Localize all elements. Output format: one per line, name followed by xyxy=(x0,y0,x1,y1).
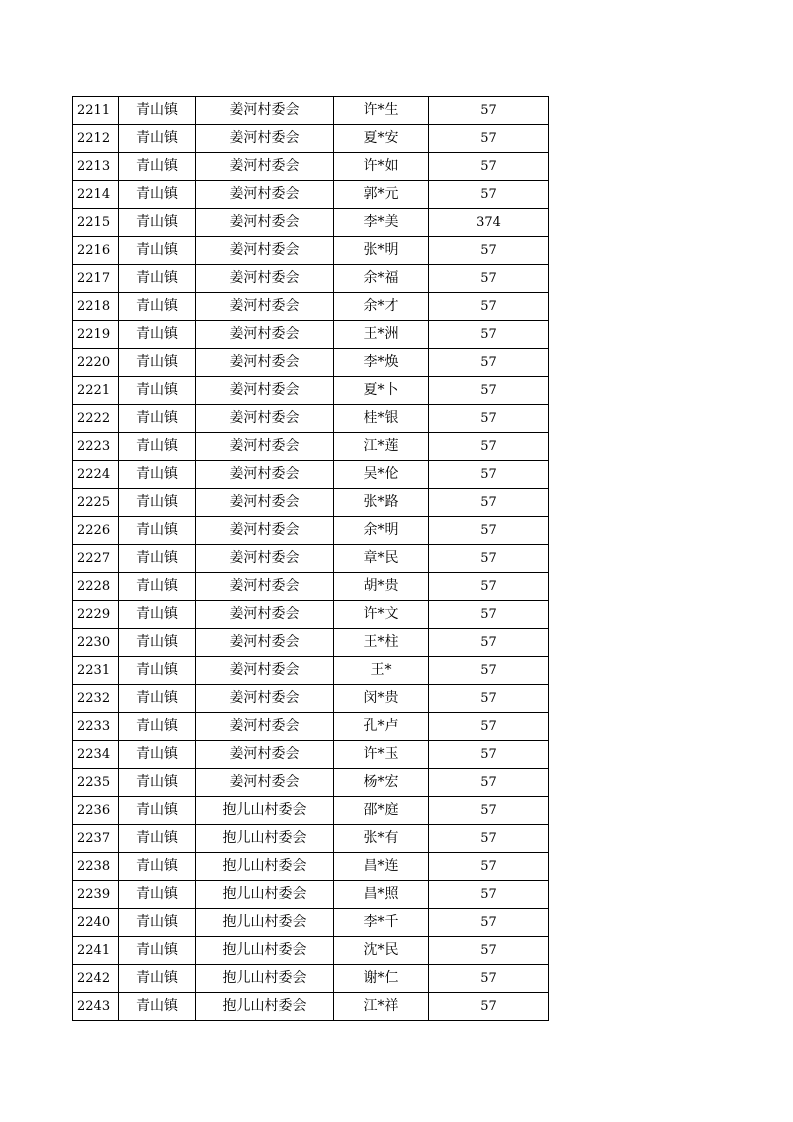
table-row xyxy=(73,517,549,545)
amount-cell: 57 xyxy=(429,965,549,993)
amount-cell: 57 xyxy=(429,237,549,265)
town-cell: 青山镇 xyxy=(119,489,196,517)
person-name-cell: 闵*贵 xyxy=(334,685,429,713)
row-number-cell: 2217 xyxy=(73,265,119,293)
amount-cell: 57 xyxy=(429,825,549,853)
row-number-cell: 2235 xyxy=(73,769,119,797)
row-number-cell: 2228 xyxy=(73,573,119,601)
village-cell: 姜河村委会 xyxy=(196,461,334,489)
amount-cell: 57 xyxy=(429,349,549,377)
table-row xyxy=(73,433,549,461)
village-cell: 姜河村委会 xyxy=(196,321,334,349)
table-row xyxy=(73,405,549,433)
table-row xyxy=(73,993,549,1021)
town-cell: 青山镇 xyxy=(119,993,196,1021)
town-cell: 青山镇 xyxy=(119,349,196,377)
village-cell: 姜河村委会 xyxy=(196,209,334,237)
amount-cell: 57 xyxy=(429,573,549,601)
table-row xyxy=(73,265,549,293)
town-cell: 青山镇 xyxy=(119,209,196,237)
person-name-cell: 夏*安 xyxy=(334,125,429,153)
table-row xyxy=(73,769,549,797)
person-name-cell: 郭*元 xyxy=(334,181,429,209)
person-name-cell: 谢*仁 xyxy=(334,965,429,993)
person-name-cell: 昌*连 xyxy=(334,853,429,881)
amount-cell: 57 xyxy=(429,433,549,461)
table-row xyxy=(73,153,549,181)
table-row xyxy=(73,209,549,237)
town-cell: 青山镇 xyxy=(119,545,196,573)
person-name-cell: 沈*民 xyxy=(334,937,429,965)
row-number-cell: 2241 xyxy=(73,937,119,965)
person-name-cell: 余*福 xyxy=(334,265,429,293)
person-name-cell: 张*路 xyxy=(334,489,429,517)
village-cell: 姜河村委会 xyxy=(196,237,334,265)
village-cell: 姜河村委会 xyxy=(196,405,334,433)
table-row xyxy=(73,237,549,265)
row-number-cell: 2214 xyxy=(73,181,119,209)
village-cell: 抱儿山村委会 xyxy=(196,881,334,909)
table-row xyxy=(73,321,549,349)
row-number-cell: 2219 xyxy=(73,321,119,349)
table-row xyxy=(73,741,549,769)
village-cell: 姜河村委会 xyxy=(196,685,334,713)
town-cell: 青山镇 xyxy=(119,797,196,825)
person-name-cell: 许*生 xyxy=(334,97,429,125)
person-name-cell: 王* xyxy=(334,657,429,685)
table-row xyxy=(73,181,549,209)
town-cell: 青山镇 xyxy=(119,125,196,153)
amount-cell: 57 xyxy=(429,265,549,293)
village-cell: 抱儿山村委会 xyxy=(196,965,334,993)
amount-cell: 57 xyxy=(429,545,549,573)
row-number-cell: 2211 xyxy=(73,97,119,125)
village-cell: 抱儿山村委会 xyxy=(196,825,334,853)
village-cell: 抱儿山村委会 xyxy=(196,797,334,825)
amount-cell: 57 xyxy=(429,853,549,881)
table-row xyxy=(73,881,549,909)
person-name-cell: 江*祥 xyxy=(334,993,429,1021)
town-cell: 青山镇 xyxy=(119,769,196,797)
town-cell: 青山镇 xyxy=(119,629,196,657)
row-number-cell: 2212 xyxy=(73,125,119,153)
person-name-cell: 张*有 xyxy=(334,825,429,853)
town-cell: 青山镇 xyxy=(119,853,196,881)
person-name-cell: 李*焕 xyxy=(334,349,429,377)
amount-cell: 57 xyxy=(429,321,549,349)
table-body xyxy=(73,97,549,1021)
town-cell: 青山镇 xyxy=(119,293,196,321)
amount-cell: 57 xyxy=(429,601,549,629)
table-row xyxy=(73,573,549,601)
amount-cell: 57 xyxy=(429,713,549,741)
town-cell: 青山镇 xyxy=(119,461,196,489)
amount-cell: 57 xyxy=(429,181,549,209)
village-cell: 姜河村委会 xyxy=(196,713,334,741)
amount-cell: 57 xyxy=(429,489,549,517)
amount-cell: 57 xyxy=(429,97,549,125)
town-cell: 青山镇 xyxy=(119,909,196,937)
row-number-cell: 2237 xyxy=(73,825,119,853)
amount-cell: 57 xyxy=(429,937,549,965)
person-name-cell: 胡*贵 xyxy=(334,573,429,601)
person-name-cell: 孔*卢 xyxy=(334,713,429,741)
person-name-cell: 余*明 xyxy=(334,517,429,545)
village-cell: 姜河村委会 xyxy=(196,657,334,685)
town-cell: 青山镇 xyxy=(119,517,196,545)
town-cell: 青山镇 xyxy=(119,741,196,769)
town-cell: 青山镇 xyxy=(119,713,196,741)
village-cell: 姜河村委会 xyxy=(196,629,334,657)
village-cell: 姜河村委会 xyxy=(196,573,334,601)
table-row xyxy=(73,797,549,825)
person-name-cell: 江*莲 xyxy=(334,433,429,461)
village-cell: 姜河村委会 xyxy=(196,741,334,769)
row-number-cell: 2218 xyxy=(73,293,119,321)
village-cell: 抱儿山村委会 xyxy=(196,993,334,1021)
row-number-cell: 2226 xyxy=(73,517,119,545)
table-row xyxy=(73,713,549,741)
person-name-cell: 桂*银 xyxy=(334,405,429,433)
person-name-cell: 王*柱 xyxy=(334,629,429,657)
amount-cell: 57 xyxy=(429,125,549,153)
row-number-cell: 2239 xyxy=(73,881,119,909)
row-number-cell: 2236 xyxy=(73,797,119,825)
table-row xyxy=(73,349,549,377)
row-number-cell: 2242 xyxy=(73,965,119,993)
amount-cell: 57 xyxy=(429,657,549,685)
row-number-cell: 2231 xyxy=(73,657,119,685)
village-cell: 姜河村委会 xyxy=(196,545,334,573)
town-cell: 青山镇 xyxy=(119,97,196,125)
town-cell: 青山镇 xyxy=(119,321,196,349)
row-number-cell: 2238 xyxy=(73,853,119,881)
table-row xyxy=(73,909,549,937)
person-name-cell: 余*才 xyxy=(334,293,429,321)
table-row xyxy=(73,293,549,321)
village-cell: 姜河村委会 xyxy=(196,265,334,293)
table-row xyxy=(73,601,549,629)
town-cell: 青山镇 xyxy=(119,937,196,965)
person-name-cell: 李*美 xyxy=(334,209,429,237)
village-cell: 姜河村委会 xyxy=(196,293,334,321)
town-cell: 青山镇 xyxy=(119,573,196,601)
amount-cell: 57 xyxy=(429,685,549,713)
town-cell: 青山镇 xyxy=(119,265,196,293)
town-cell: 青山镇 xyxy=(119,433,196,461)
village-cell: 抱儿山村委会 xyxy=(196,853,334,881)
data-table xyxy=(72,96,549,1021)
row-number-cell: 2216 xyxy=(73,237,119,265)
person-name-cell: 夏*卜 xyxy=(334,377,429,405)
village-cell: 姜河村委会 xyxy=(196,181,334,209)
amount-cell: 57 xyxy=(429,993,549,1021)
village-cell: 姜河村委会 xyxy=(196,433,334,461)
row-number-cell: 2223 xyxy=(73,433,119,461)
row-number-cell: 2234 xyxy=(73,741,119,769)
row-number-cell: 2227 xyxy=(73,545,119,573)
village-cell: 抱儿山村委会 xyxy=(196,909,334,937)
table-row xyxy=(73,685,549,713)
person-name-cell: 昌*照 xyxy=(334,881,429,909)
row-number-cell: 2225 xyxy=(73,489,119,517)
amount-cell: 57 xyxy=(429,405,549,433)
person-name-cell: 吴*伦 xyxy=(334,461,429,489)
amount-cell: 57 xyxy=(429,741,549,769)
village-cell: 姜河村委会 xyxy=(196,489,334,517)
person-name-cell: 章*民 xyxy=(334,545,429,573)
table-row xyxy=(73,825,549,853)
row-number-cell: 2240 xyxy=(73,909,119,937)
table-row xyxy=(73,853,549,881)
person-name-cell: 邵*庭 xyxy=(334,797,429,825)
village-cell: 姜河村委会 xyxy=(196,769,334,797)
village-cell: 姜河村委会 xyxy=(196,349,334,377)
table-row xyxy=(73,657,549,685)
table-row xyxy=(73,377,549,405)
town-cell: 青山镇 xyxy=(119,601,196,629)
table-row xyxy=(73,965,549,993)
amount-cell: 57 xyxy=(429,769,549,797)
town-cell: 青山镇 xyxy=(119,377,196,405)
row-number-cell: 2233 xyxy=(73,713,119,741)
row-number-cell: 2215 xyxy=(73,209,119,237)
row-number-cell: 2222 xyxy=(73,405,119,433)
village-cell: 抱儿山村委会 xyxy=(196,937,334,965)
village-cell: 姜河村委会 xyxy=(196,377,334,405)
amount-cell: 57 xyxy=(429,461,549,489)
table-row xyxy=(73,461,549,489)
row-number-cell: 2229 xyxy=(73,601,119,629)
amount-cell: 57 xyxy=(429,797,549,825)
amount-cell: 57 xyxy=(429,909,549,937)
town-cell: 青山镇 xyxy=(119,881,196,909)
row-number-cell: 2232 xyxy=(73,685,119,713)
table-row xyxy=(73,545,549,573)
table-row xyxy=(73,489,549,517)
village-cell: 姜河村委会 xyxy=(196,97,334,125)
person-name-cell: 许*如 xyxy=(334,153,429,181)
amount-cell: 57 xyxy=(429,153,549,181)
table-row xyxy=(73,629,549,657)
table-row xyxy=(73,937,549,965)
village-cell: 姜河村委会 xyxy=(196,517,334,545)
row-number-cell: 2224 xyxy=(73,461,119,489)
amount-cell: 374 xyxy=(429,209,549,237)
table-row xyxy=(73,97,549,125)
person-name-cell: 许*文 xyxy=(334,601,429,629)
town-cell: 青山镇 xyxy=(119,153,196,181)
person-name-cell: 李*千 xyxy=(334,909,429,937)
amount-cell: 57 xyxy=(429,293,549,321)
person-name-cell: 许*玉 xyxy=(334,741,429,769)
person-name-cell: 王*洲 xyxy=(334,321,429,349)
person-name-cell: 张*明 xyxy=(334,237,429,265)
person-name-cell: 杨*宏 xyxy=(334,769,429,797)
row-number-cell: 2230 xyxy=(73,629,119,657)
amount-cell: 57 xyxy=(429,881,549,909)
village-cell: 姜河村委会 xyxy=(196,601,334,629)
town-cell: 青山镇 xyxy=(119,657,196,685)
amount-cell: 57 xyxy=(429,629,549,657)
town-cell: 青山镇 xyxy=(119,965,196,993)
town-cell: 青山镇 xyxy=(119,181,196,209)
town-cell: 青山镇 xyxy=(119,825,196,853)
row-number-cell: 2243 xyxy=(73,993,119,1021)
row-number-cell: 2220 xyxy=(73,349,119,377)
village-cell: 姜河村委会 xyxy=(196,125,334,153)
town-cell: 青山镇 xyxy=(119,237,196,265)
town-cell: 青山镇 xyxy=(119,685,196,713)
village-cell: 姜河村委会 xyxy=(196,153,334,181)
amount-cell: 57 xyxy=(429,517,549,545)
row-number-cell: 2221 xyxy=(73,377,119,405)
table-row xyxy=(73,125,549,153)
amount-cell: 57 xyxy=(429,377,549,405)
town-cell: 青山镇 xyxy=(119,405,196,433)
row-number-cell: 2213 xyxy=(73,153,119,181)
